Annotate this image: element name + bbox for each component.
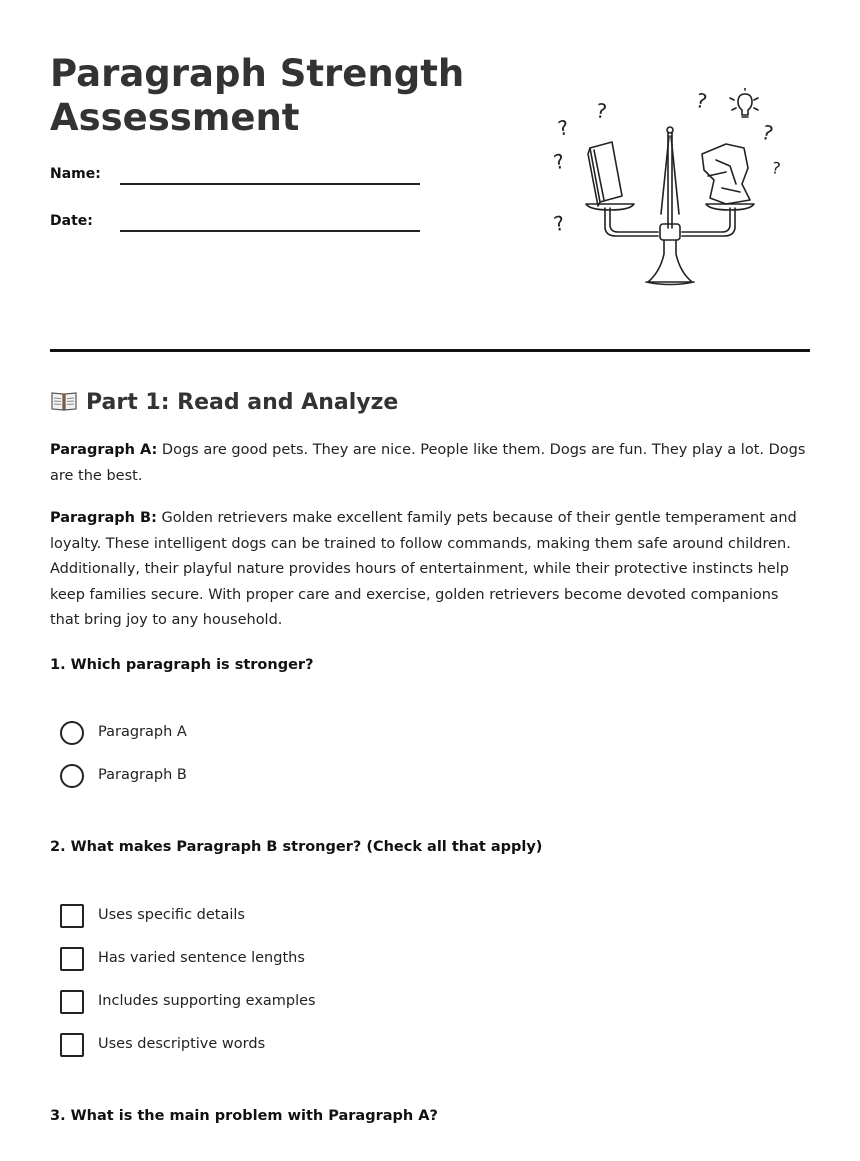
option-label: Has varied sentence lengths xyxy=(98,950,305,966)
q2-option-supporting-examples[interactable] xyxy=(60,990,460,1016)
q2-option-specific-details[interactable] xyxy=(60,904,460,930)
paragraph-b xyxy=(50,506,810,634)
paragraph-b-label: Paragraph B: xyxy=(50,510,157,526)
date-label: Date: xyxy=(50,213,93,229)
radio-button[interactable] xyxy=(60,764,84,788)
question-2: 2. What makes Paragraph B stronger? (Check all that apply) xyxy=(50,839,543,855)
name-field[interactable] xyxy=(50,166,420,190)
q1-option-b[interactable] xyxy=(60,764,460,790)
option-label: Paragraph B xyxy=(98,767,187,783)
question-3: 3. What is the main problem with Paragraph A? xyxy=(50,1108,438,1124)
checkbox[interactable] xyxy=(60,947,84,971)
date-input-line[interactable] xyxy=(120,230,420,232)
question-mark-icon: ? xyxy=(770,158,783,179)
checkbox[interactable] xyxy=(60,1033,84,1057)
paragraph-b-text: Golden retrievers make excellent family pets because of their gentle temperament and loyalty. These intelligent dogs can be trained to follow commands, making them safe around children. Additionally, their playful nature provides hours of entertainment, while their protective instincts help keep families secure. With proper care and exercise, golden retrievers become devoted companions that bring joy to any household. xyxy=(50,510,797,628)
question-mark-icon: ? xyxy=(551,148,567,175)
q2-option-descriptive-words[interactable] xyxy=(60,1033,460,1059)
question-1: 1. Which paragraph is stronger? xyxy=(50,657,314,673)
paragraph-a-label: Paragraph A: xyxy=(50,442,158,458)
q1-option-a[interactable] xyxy=(60,721,460,747)
q2-option-varied-sentences[interactable] xyxy=(60,947,460,973)
question-mark-icon: ? xyxy=(551,210,567,237)
part1-heading-text: Part 1: Read and Analyze xyxy=(86,390,399,415)
option-label: Uses specific details xyxy=(98,907,245,923)
question-mark-icon: ? xyxy=(759,119,776,146)
radio-button[interactable] xyxy=(60,721,84,745)
date-field[interactable] xyxy=(50,213,420,237)
checkbox[interactable] xyxy=(60,904,84,928)
section-divider xyxy=(50,349,810,352)
checkbox[interactable] xyxy=(60,990,84,1014)
option-label: Paragraph A xyxy=(98,724,187,740)
paragraph-a xyxy=(50,438,810,489)
option-label: Includes supporting examples xyxy=(98,993,316,1009)
balance-scale-icon xyxy=(550,88,790,288)
part1-heading xyxy=(50,390,398,415)
question-mark-icon: ? xyxy=(693,88,710,114)
name-label: Name: xyxy=(50,166,101,182)
open-book-icon xyxy=(50,390,78,412)
question-mark-icon: ? xyxy=(594,98,609,124)
paragraph-a-text: Dogs are good pets. They are nice. People like them. Dogs are fun. They play a lot. Dogs are the best. xyxy=(50,442,806,484)
page-title: Paragraph Strength Assessment xyxy=(50,52,465,139)
option-label: Uses descriptive words xyxy=(98,1036,266,1052)
name-input-line[interactable] xyxy=(120,183,420,185)
question-mark-icon: ? xyxy=(555,115,571,141)
